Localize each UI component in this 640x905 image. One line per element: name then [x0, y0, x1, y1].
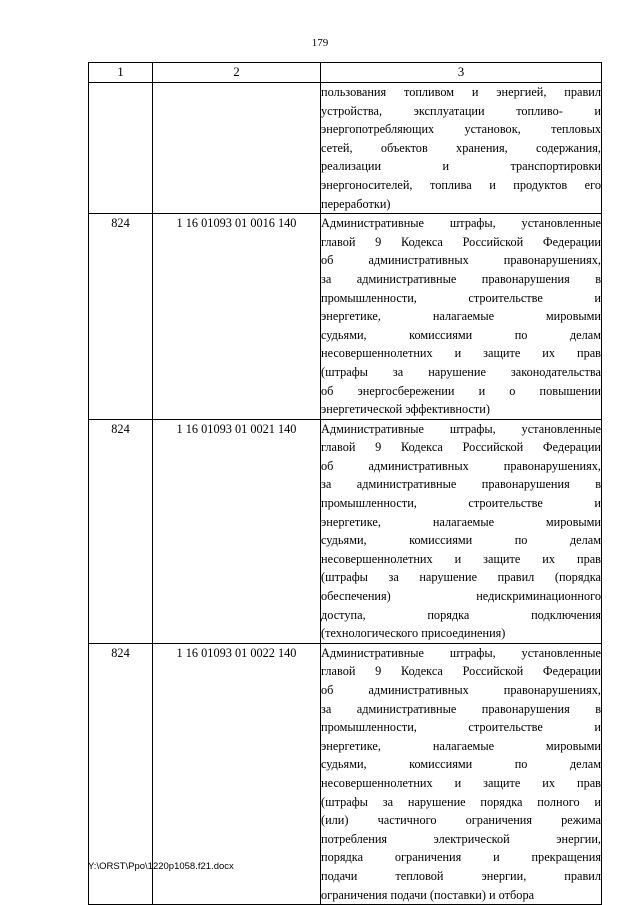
- text-line: промышленности, строительстве и: [321, 496, 601, 511]
- text-line: Административные штрафы, установленные: [321, 216, 601, 231]
- description-cell: [321, 643, 602, 904]
- text-line: об энергосбережении и о повышении: [321, 383, 601, 398]
- code-cell: 1 16 01093 01 0021 140: [153, 419, 321, 643]
- text-line: главой 9 Кодекса Российской Федерации: [321, 440, 601, 455]
- text-line: главой 9 Кодекса Российской Федерации: [321, 664, 601, 679]
- text-line: судьями, комиссиями по делам: [321, 757, 601, 772]
- text-line: энергопотребляющих установок, тепловых: [321, 122, 601, 137]
- text-line: об административных правонарушениях,: [321, 253, 601, 268]
- description-cell: [321, 214, 602, 420]
- text-line: (штрафы за нарушение порядка полного и: [321, 794, 601, 809]
- table-row: [89, 419, 602, 643]
- text-line: несовершеннолетних и защите их прав: [321, 551, 601, 566]
- table-row: [89, 214, 602, 420]
- text-line: (штрафы за нарушение правил (порядка: [321, 570, 601, 585]
- text-line: энергоносителей, топлива и продуктов его: [321, 177, 601, 192]
- table-row-continuation: [89, 83, 602, 214]
- text-line: Административные штрафы, установленные: [321, 645, 601, 660]
- code-cell: [153, 83, 321, 214]
- admin-cell: 824: [89, 643, 153, 904]
- text-line: реализации и транспортировки: [321, 159, 601, 174]
- text-line: ограничения подачи (поставки) и отбора: [321, 887, 535, 902]
- text-line: (штрафы за нарушение законодательства: [321, 364, 601, 379]
- text-line: обеспечения) недискриминационного: [321, 589, 601, 604]
- text-line: судьями, комиссиями по делам: [321, 533, 601, 548]
- text-line: промышленности, строительстве и: [321, 720, 601, 735]
- text-line: об административных правонарушениях,: [321, 458, 601, 473]
- text-line: энергетической эффективности): [321, 402, 490, 417]
- text-line: несовершеннолетних и защите их прав: [321, 346, 601, 361]
- text-line: энергетике, налагаемые мировыми: [321, 738, 601, 753]
- admin-cell: [89, 83, 153, 214]
- text-line: за административные правонарушения в: [321, 477, 601, 492]
- admin-cell: 824: [89, 214, 153, 420]
- page-number: 179: [311, 37, 329, 49]
- header-col-1: 1: [89, 63, 153, 83]
- text-line: энергетике, налагаемые мировыми: [321, 309, 601, 324]
- text-line: пользования топливом и энергией, правил: [321, 85, 601, 99]
- text-line: энергетике, налагаемые мировыми: [321, 514, 601, 529]
- budget-codes-table: [88, 62, 602, 905]
- code-cell: 1 16 01093 01 0016 140: [153, 214, 321, 420]
- code-cell: 1 16 01093 01 0022 140: [153, 643, 321, 904]
- text-line: судьями, комиссиями по делам: [321, 327, 601, 342]
- description-cell: [321, 83, 602, 214]
- text-line: промышленности, строительстве и: [321, 290, 601, 305]
- text-line: сетей, объектов хранения, содержания,: [321, 140, 601, 155]
- text-line: об административных правонарушениях,: [321, 683, 601, 697]
- text-line: (или) частичного ограничения режима: [321, 813, 601, 828]
- text-line: устройства, эксплуатации топливо- и: [321, 103, 601, 118]
- text-line: переработки): [321, 196, 391, 211]
- text-line: за административные правонарушения в: [321, 271, 601, 286]
- admin-cell: 824: [89, 419, 153, 643]
- text-line: подачи тепловой энергии, правил: [321, 868, 601, 883]
- text-line: порядка ограничения и прекращения: [321, 850, 601, 865]
- text-line: за административные правонарушения в: [321, 701, 601, 716]
- text-line: потребления электрической энергии,: [321, 831, 601, 846]
- table-header-row: [89, 63, 602, 83]
- text-line: главой 9 Кодекса Российской Федерации: [321, 234, 601, 249]
- text-line: (технологического присоединения): [321, 626, 506, 641]
- text-line: Административные штрафы, установленные: [321, 421, 601, 436]
- header-col-2: 2: [153, 63, 321, 83]
- text-line: несовершеннолетних и защите их прав: [321, 775, 601, 790]
- file-path-footer: Y:\ORST\Ppo\1220p1058.f21.docx: [88, 861, 234, 872]
- description-cell: [321, 419, 602, 643]
- header-col-3: 3: [321, 63, 602, 83]
- text-line: доступа, порядка подключения: [321, 607, 601, 622]
